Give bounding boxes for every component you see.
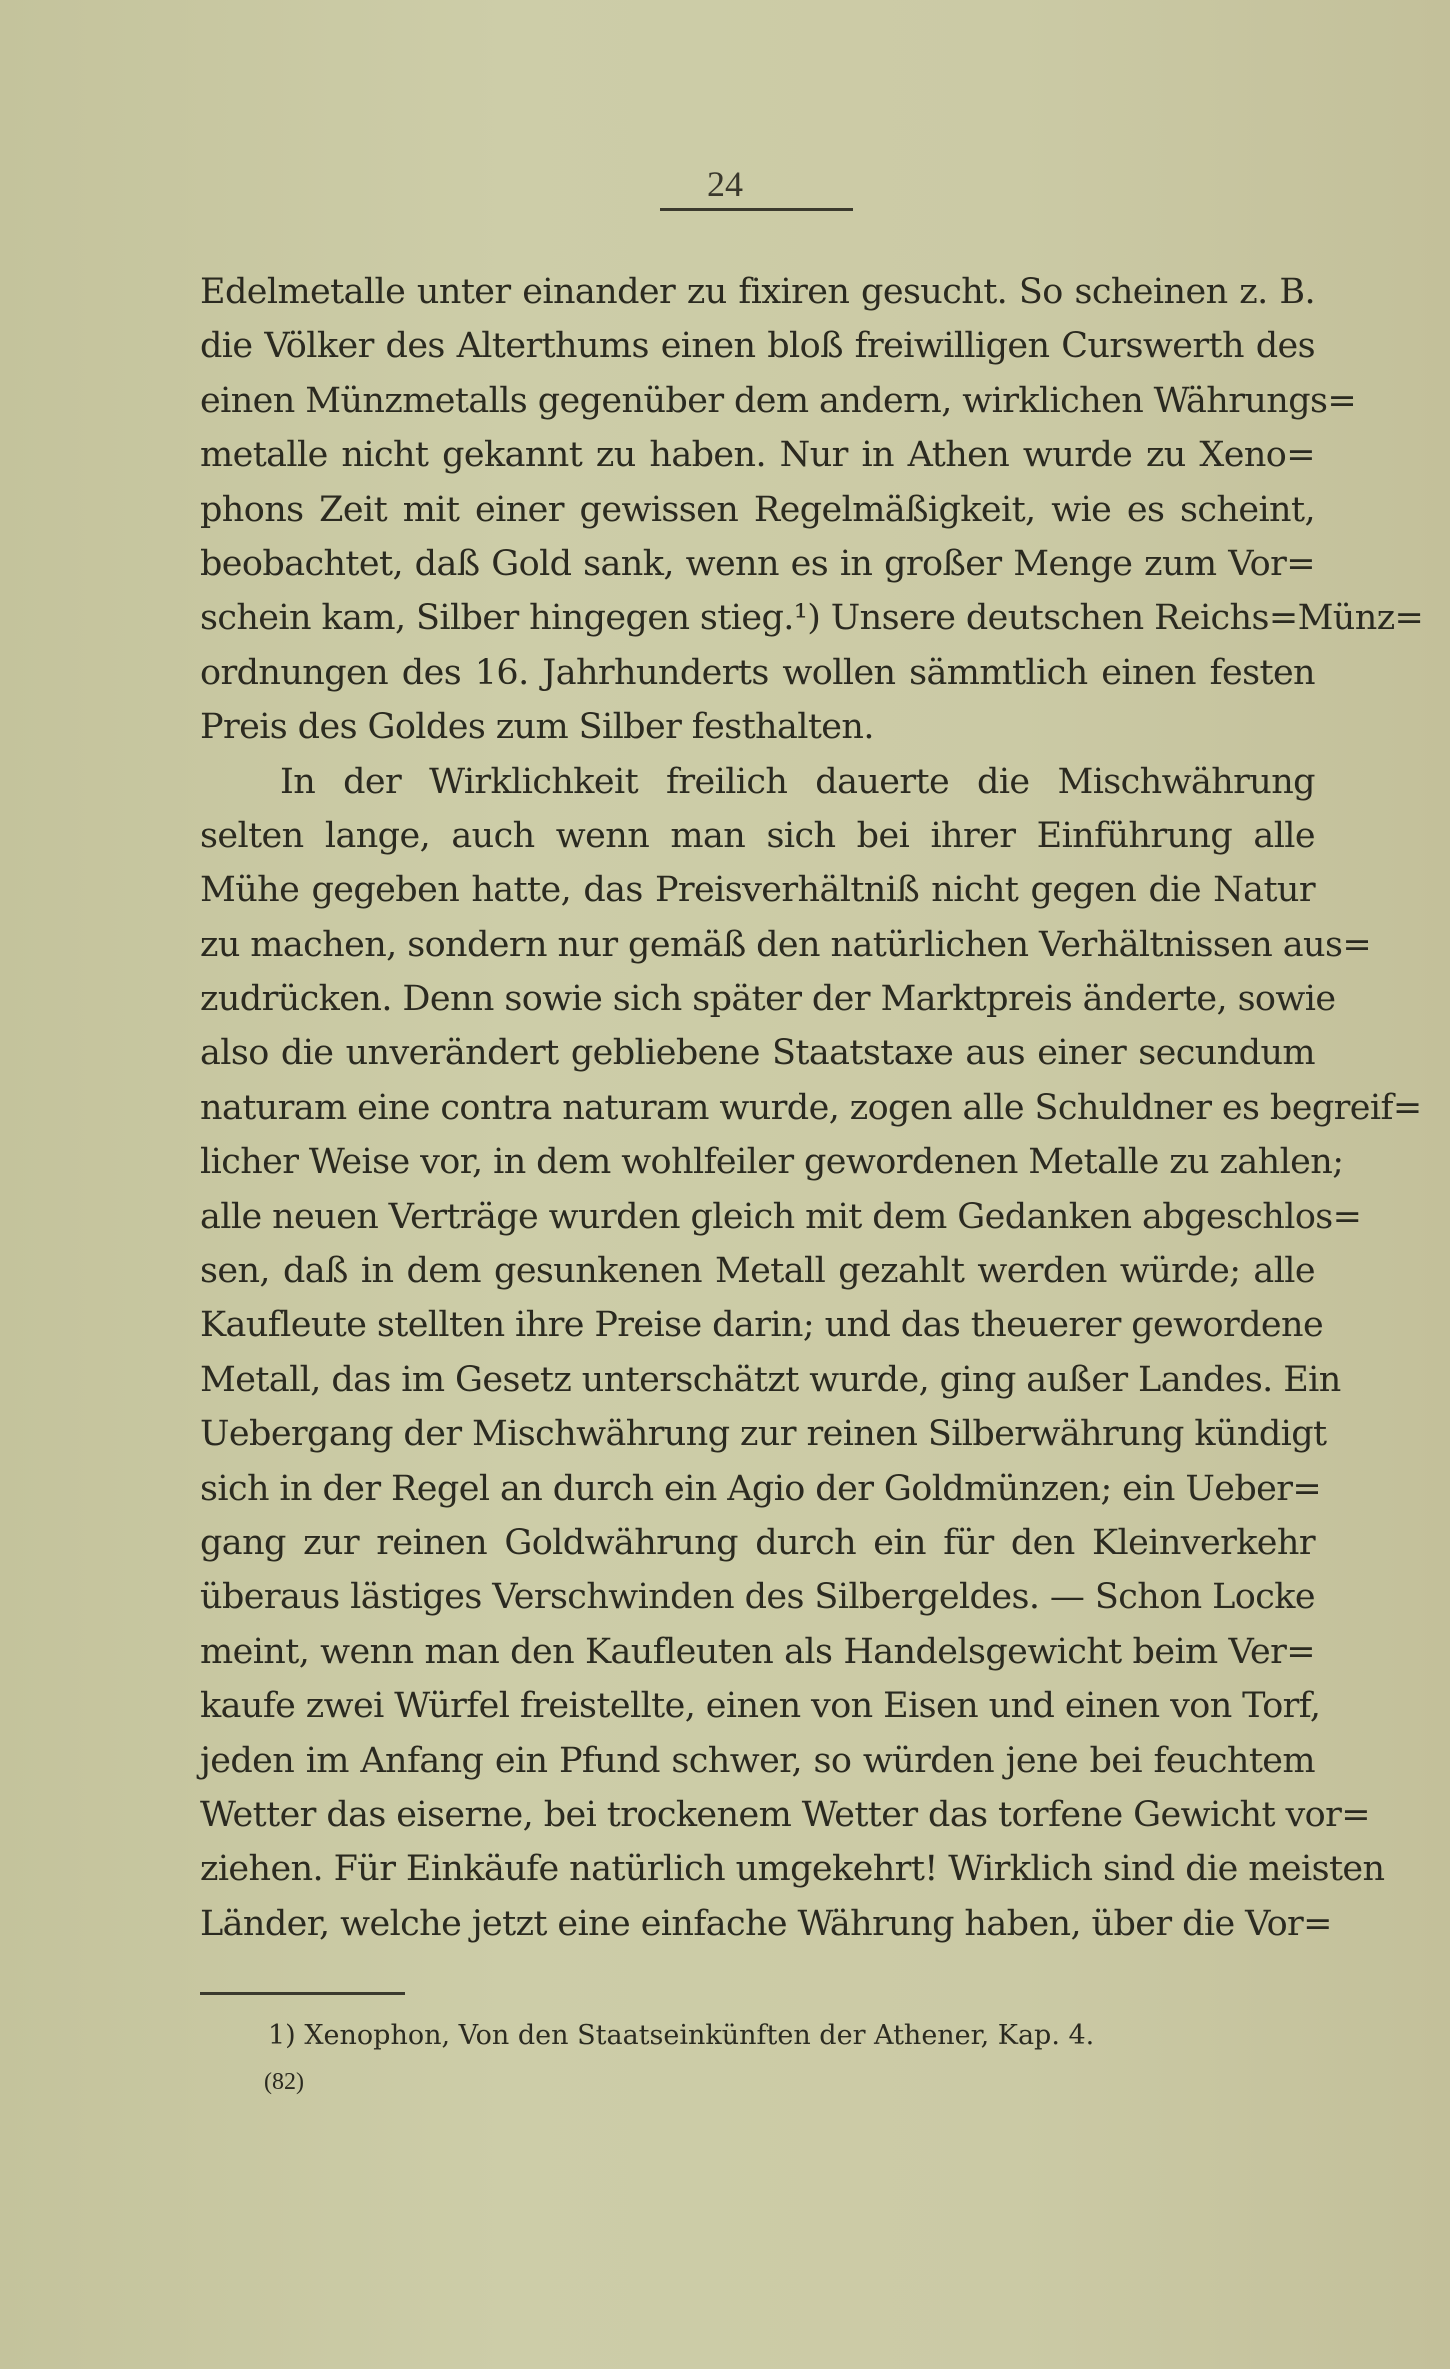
text-line: kaufe zwei Würfel freistellte, einen von Eisen und einen von Torf, (200, 1686, 1321, 1727)
text-line: selten lange, auch wenn man sich bei ihrer Einführung alle (200, 815, 1315, 856)
text-line: meint, wenn man den Kaufleuten als Handelsgewicht beim Ver= (200, 1631, 1315, 1672)
text-line: beobachtet, daß Gold sank, wenn es in großer Menge zum Vor= (200, 543, 1315, 584)
signature-mark: (82) (264, 2069, 304, 2095)
text-line: überaus lästiges Verschwinden des Silbergeldes. — Schon Locke (200, 1577, 1315, 1618)
footnote-text: Xenophon, Von den Staatseinkünften der Athener, Kap. 4. (304, 2020, 1095, 2051)
footnote-marker: 1) (268, 2020, 296, 2051)
page-number: 24 (707, 164, 743, 204)
text-line: naturam eine contra naturam wurde, zogen alle Schuldner es begreif= (200, 1087, 1422, 1128)
text-line: metalle nicht gekannt zu haben. Nur in Athen wurde zu Xeno= (200, 435, 1315, 476)
text-line: ordnungen des 16. Jahrhunderts wollen sämmtlich einen festen (200, 652, 1315, 693)
text-line: zudrücken. Denn sowie sich später der Marktpreis änderte, sowie (200, 979, 1336, 1020)
text-line: Edelmetalle unter einander zu fixiren gesucht. So scheinen z. B. (200, 272, 1315, 312)
header-rule (660, 208, 853, 211)
text-line: Metall, das im Gesetz unterschätzt wurde, ging außer Landes. Ein (200, 1359, 1341, 1400)
text-line: Uebergang der Mischwährung zur reinen Silberwährung kündigt (200, 1414, 1327, 1455)
text-line: einen Münzmetalls gegenüber dem andern, wirklichen Währungs= (200, 380, 1357, 421)
text-line: alle neuen Verträge wurden gleich mit dem Gedanken abgeschlos= (200, 1196, 1362, 1237)
text-line: schein kam, Silber hingegen stieg.¹) Unsere deutschen Reichs=Münz= (200, 598, 1424, 639)
text-line: phons Zeit mit einer gewissen Regelmäßigkeit, wie es scheint, (200, 489, 1315, 530)
text-line: also die unverändert gebliebene Staatstaxe aus einer secundum (200, 1033, 1315, 1074)
text-line: In der Wirklichkeit freilich dauerte die Mischwährung (280, 761, 1315, 802)
footnote (268, 2020, 1094, 2051)
text-line: ziehen. Für Einkäufe natürlich umgekehrt! Wirklich sind die meisten (200, 1849, 1385, 1890)
text-line: Kaufleute stellten ihre Preise darin; und das theuerer gewordene (200, 1305, 1324, 1346)
text-line: licher Weise vor, in dem wohlfeiler gewordenen Metalle zu zahlen; (200, 1142, 1344, 1183)
body-text (200, 265, 1424, 1951)
text-line: Mühe gegeben hatte, das Preisverhältniß nicht gegen die Natur (200, 870, 1315, 911)
text-line: sen, daß in dem gesunkenen Metall gezahlt werden würde; alle (200, 1251, 1315, 1292)
text-line: sich in der Regel an durch ein Agio der Goldmünzen; ein Ueber= (200, 1468, 1322, 1509)
footnote-rule (200, 1992, 405, 1995)
text-line: gang zur reinen Goldwährung durch ein für den Kleinverkehr (200, 1522, 1315, 1563)
text-line: Wetter das eiserne, bei trockenem Wetter das torfene Gewicht vor= (200, 1794, 1370, 1835)
text-line: zu machen, sondern nur gemäß den natürlichen Verhältnissen aus= (200, 924, 1372, 965)
text-line: Preis des Goldes zum Silber festhalten. (200, 707, 874, 748)
text-line: die Völker des Alterthums einen bloß freiwilligen Curswerth des (200, 326, 1315, 367)
text-line: Länder, welche jetzt eine einfache Währung haben, über die Vor= (200, 1903, 1332, 1944)
text-line: jeden im Anfang ein Pfund schwer, so würden jene bei feuchtem (200, 1740, 1315, 1781)
